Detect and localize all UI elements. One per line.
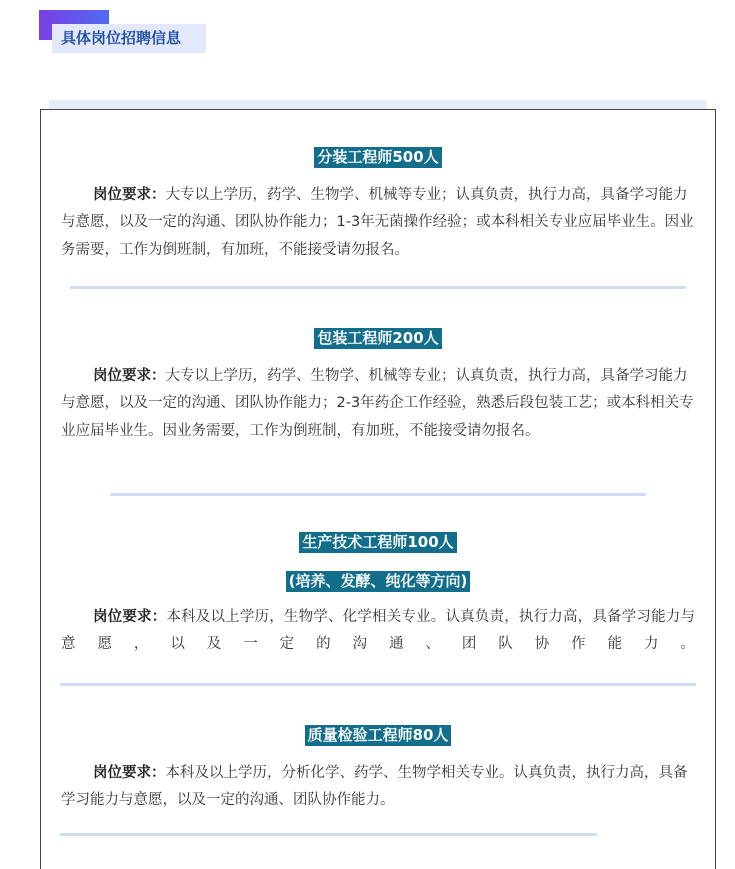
divider-4 bbox=[60, 833, 597, 836]
card-top-band bbox=[49, 100, 707, 109]
position-2-requirements bbox=[61, 363, 695, 445]
section-header: 具体岗位招聘信息 bbox=[52, 24, 206, 53]
position-4-requirements bbox=[61, 760, 695, 815]
position-1-text: 大专以上学历，药学、生物学、机械等专业；认真负责，执行力高，具备学习能力与意愿，以及一定的沟通、团队协作能力；1-3年无菌操作经验；或本科相关专业应届毕业生。因业务需要，工作为倒班制，有加班，不能接受请勿报名。 bbox=[61, 187, 694, 258]
position-4-label: 岗位要求： bbox=[93, 765, 166, 781]
position-3-subtitle-wrap bbox=[41, 571, 715, 592]
positions-card bbox=[40, 109, 716, 869]
position-3-text: 本科及以上学历，生物学、化学相关专业。认真负责，执行力高，具备学习能力与意愿，以及一定的沟通、团队协作能力。 bbox=[61, 609, 695, 653]
position-4-title: 质量检验工程师80人 bbox=[305, 725, 452, 746]
position-3-title: 生产技术工程师100人 bbox=[299, 532, 456, 553]
divider-3 bbox=[60, 683, 696, 686]
divider-2 bbox=[110, 493, 646, 496]
position-1-label: 岗位要求： bbox=[93, 187, 166, 203]
position-2-text: 大专以上学历，药学、生物学、机械等专业；认真负责，执行力高，具备学习能力与意愿，以及一定的沟通、团队协作能力；2-3年药企工作经验，熟悉后段包装工艺；或本科相关专业应届毕业生。因业务需要，工作为倒班制，有加班，不能接受请勿报名。 bbox=[61, 368, 694, 439]
position-1-title: 分装工程师500人 bbox=[314, 147, 441, 168]
divider-1 bbox=[70, 286, 686, 289]
position-1-requirements bbox=[61, 182, 695, 264]
position-3-title-wrap bbox=[41, 532, 715, 553]
position-4-title-wrap bbox=[41, 725, 715, 746]
position-3-subtitle: (培养、发酵、纯化等方向) bbox=[286, 571, 471, 592]
position-1-title-wrap bbox=[41, 147, 715, 168]
position-3-requirements bbox=[61, 604, 695, 659]
position-4-text: 本科及以上学历，分析化学、药学、生物学相关专业。认真负责，执行力高，具备学习能力与意愿，以及一定的沟通、团队协作能力。 bbox=[61, 765, 688, 809]
position-3-label: 岗位要求： bbox=[93, 609, 167, 625]
position-2-title-wrap bbox=[41, 328, 715, 349]
position-2-label: 岗位要求： bbox=[93, 368, 166, 384]
position-2-title: 包装工程师200人 bbox=[314, 328, 441, 349]
